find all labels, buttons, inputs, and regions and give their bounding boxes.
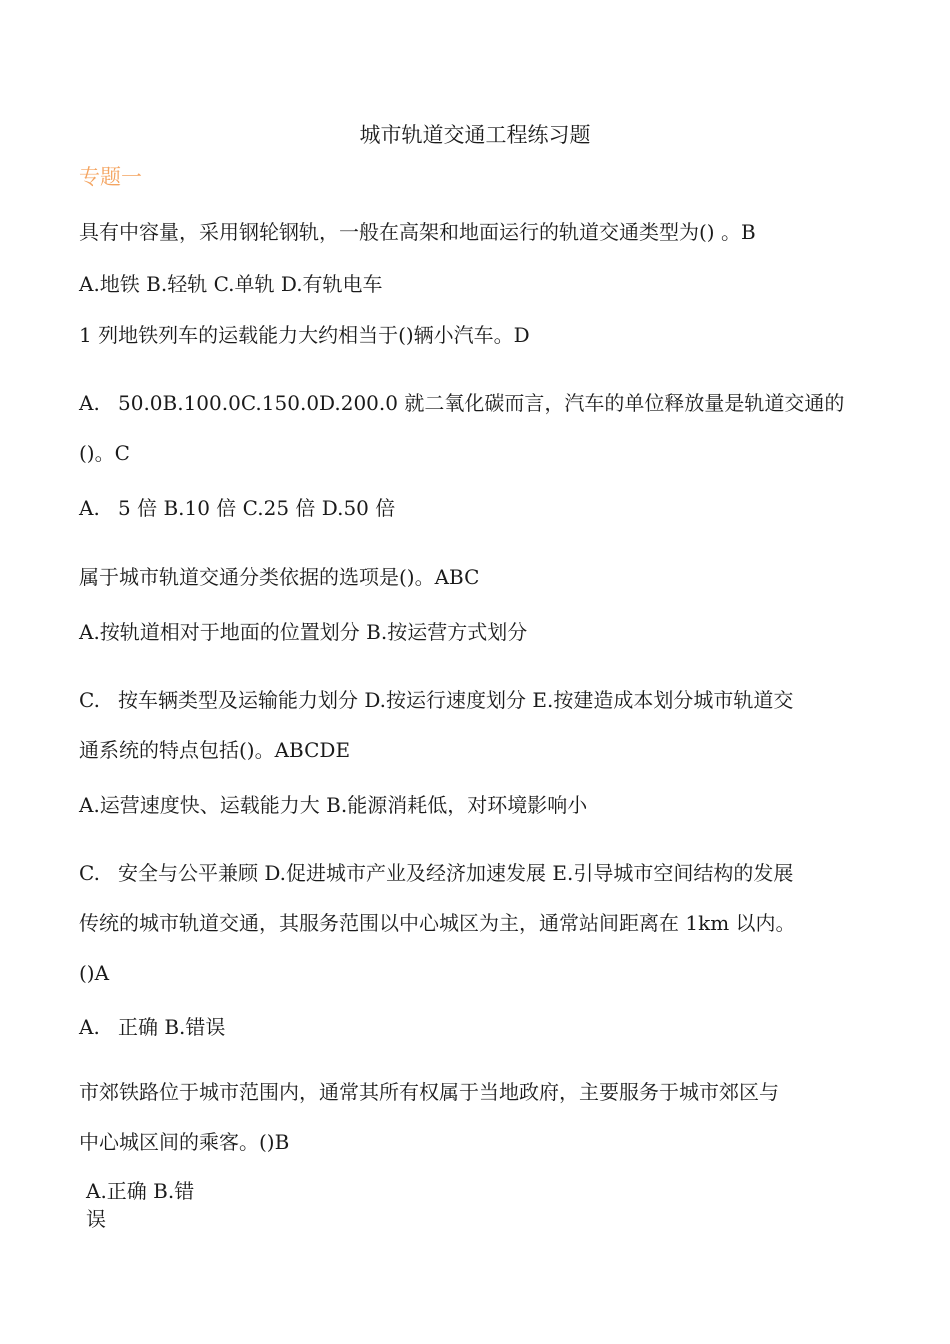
question-7: 市郊铁路位于城市范围内，通常其所有权属于当地政府，主要服务于城市郊区与	[79, 1080, 779, 1104]
question-1: 具有中容量，采用钢轮钢轨，一般在高架和地面运行的轨道交通类型为() 。B	[79, 220, 756, 244]
section-heading: 专题一	[79, 165, 142, 189]
question-4-options-cde-line	[79, 686, 793, 714]
question-5-options-cde-text: 安全与公平兼顾 D.促进城市产业及经济加速发展 E.引导城市空间结构的发展	[118, 861, 794, 885]
question-5: 通系统的特点包括()。ABCDE	[79, 738, 351, 762]
document-title: 城市轨道交通工程练习题	[359, 123, 591, 147]
question-6-options-text: 正确 B.错误	[118, 1015, 226, 1039]
question-5-options-ab: A.运营速度快、运载能力大 B.能源消耗低，对环境影响小	[79, 793, 588, 817]
question-4-options-cde-text: 按车辆类型及运输能力划分 D.按运行速度划分 E.按建造成本划分城市轨道交	[118, 688, 794, 712]
question-2-options-line	[79, 389, 844, 417]
option-label: A.	[79, 1015, 100, 1039]
option-label: A.	[79, 496, 100, 520]
question-4-options-ab: A.按轨道相对于地面的位置划分 B.按运营方式划分	[79, 620, 528, 644]
question-3-options-text: 5 倍 B.10 倍 C.25 倍 D.50 倍	[118, 496, 396, 520]
question-6-options-line	[79, 1013, 225, 1041]
question-7-cont: 中心城区间的乘客。()B	[79, 1130, 290, 1154]
option-label: C.	[79, 688, 100, 712]
option-label: C.	[79, 861, 100, 885]
question-6-answer: ()A	[79, 961, 110, 985]
question-7-options-wrap: 误	[86, 1207, 106, 1231]
question-3-answer: ()。C	[79, 441, 130, 465]
question-3-options-line	[79, 494, 395, 522]
question-2-options-text: 50.0B.100.0C.150.0D.200.0 就二氧化碳而言，汽车的单位释放量是轨道交通的	[118, 391, 845, 415]
option-label: A.	[79, 391, 100, 415]
question-4: 属于城市轨道交通分类依据的选项是()。ABC	[79, 565, 480, 589]
question-5-options-cde-line	[79, 859, 793, 887]
question-1-options: A.地铁 B.轻轨 C.单轨 D.有轨电车	[79, 272, 383, 296]
question-7-options: A.正确 B.错	[86, 1179, 195, 1203]
question-6: 传统的城市轨道交通，其服务范围以中心城区为主，通常站间距离在 1km 以内。	[79, 911, 796, 935]
question-2: 1 列地铁列车的运载能力大约相当于()辆小汽车。D	[79, 323, 530, 347]
